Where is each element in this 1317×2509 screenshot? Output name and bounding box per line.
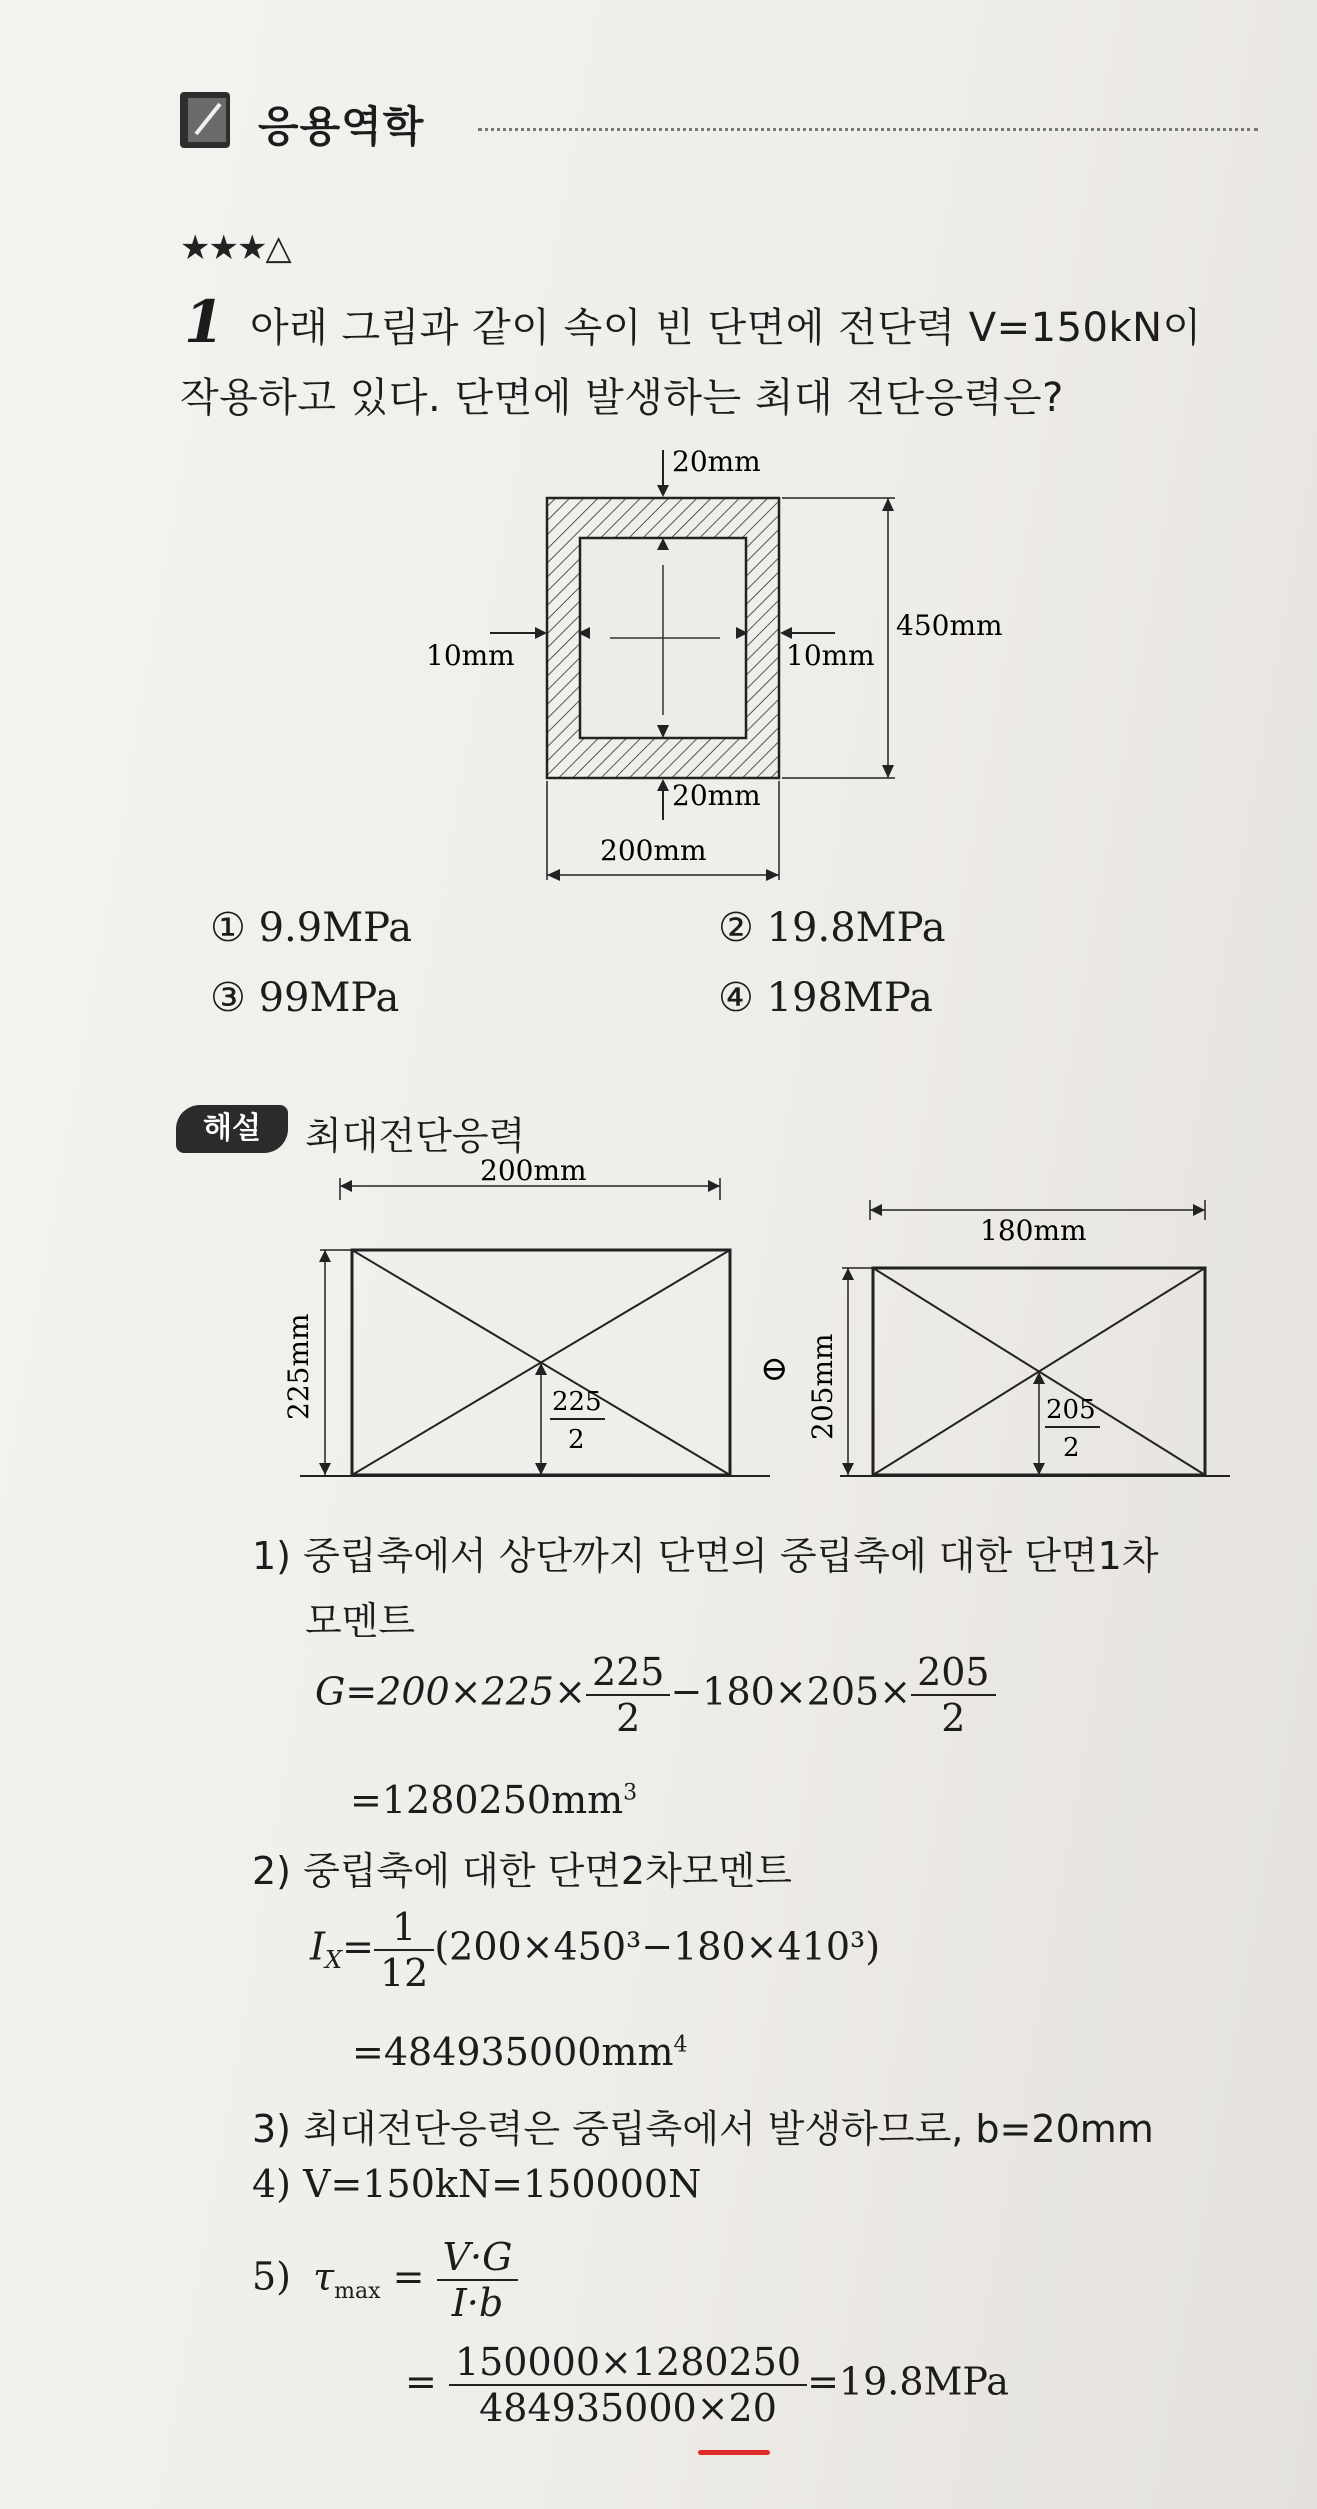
step5-eq: = — [392, 2254, 425, 2299]
step1-eq-a: G=200×225× — [315, 1669, 586, 1714]
step2-line: 2) 중립축에 대한 단면2차모멘트 — [252, 1849, 792, 1893]
option-1-mark: ① — [210, 905, 246, 951]
step2-result-value: =484935000mm — [352, 2030, 674, 2074]
option-2[interactable] — [718, 905, 946, 951]
hollow-section-figure — [420, 435, 1003, 905]
option-1[interactable] — [210, 905, 412, 951]
step2-result-exponent: 4 — [673, 2032, 688, 2058]
step2-eq: = — [342, 1924, 374, 1969]
step1-frac2-num: 205 — [911, 1650, 996, 1696]
right-frac-den: 2 — [1063, 1433, 1080, 1463]
label-width: 200mm — [600, 834, 707, 867]
step2-lhs: I — [310, 1924, 326, 1969]
step5-lhs: τ — [313, 2254, 335, 2299]
step1-eq-b: −180×205× — [670, 1669, 912, 1714]
step2-lhs-sub: X — [325, 1946, 343, 1975]
question-text-line1: 아래 그림과 같이 속이 빈 단면에 전단력 V=150kN이 — [250, 305, 1202, 351]
right-frac-num: 205 — [1046, 1395, 1096, 1425]
step1-frac1-den: 2 — [616, 1696, 641, 1740]
step2-result — [352, 2030, 688, 2074]
step2-equation — [310, 1905, 880, 1995]
option-3-text: 99MPa — [258, 975, 400, 1021]
option-2-mark: ② — [718, 905, 754, 951]
right-width-label: 180mm — [980, 1214, 1087, 1247]
question-text-line2: 작용하고 있다. 단면에 발생하는 최대 전단응력은? — [180, 375, 1064, 421]
option-3-mark: ③ — [210, 975, 246, 1021]
dotted-rule — [478, 128, 1258, 131]
option-2-text: 19.8MPa — [766, 905, 946, 951]
step1-line1: 1) 중립축에서 상단까지 단면의 중립축에 대한 단면1차 — [252, 1534, 1159, 1578]
option-3[interactable] — [210, 975, 399, 1021]
step1-frac2 — [911, 1650, 996, 1740]
step3-line: 3) 최대전단응력은 중립축에서 발생하므로, b=20mm — [252, 2107, 1154, 2151]
label-top-thickness: 20mm — [672, 445, 761, 478]
step4-line: 4) V=150kN=150000N — [252, 2162, 702, 2206]
step2-frac-den: 12 — [379, 1951, 429, 1995]
option-1-text: 9.9MPa — [258, 905, 413, 951]
right-height-label: 205mm — [806, 1333, 839, 1440]
step1-frac1 — [586, 1650, 671, 1740]
step5-calculation — [405, 2340, 1009, 2430]
label-left-thickness: 10mm — [426, 639, 515, 672]
step5-result: =19.8MPa — [807, 2359, 1009, 2404]
step2-frac — [374, 1905, 434, 1995]
step5-lhs-sub: max — [334, 2279, 381, 2305]
step1-line2: 모멘트 — [305, 1599, 416, 1643]
notebook-icon — [178, 88, 236, 152]
solution-badge: 해설 — [176, 1105, 288, 1153]
solution-title: 최대전단응력 — [305, 1114, 526, 1158]
step5-label: 5) — [252, 2254, 292, 2299]
step1-result-value: =1280250mm — [350, 1778, 624, 1822]
minus-sign: ⊖ — [760, 1349, 789, 1389]
step1-equation — [315, 1650, 996, 1740]
difficulty-stars: ★★★△ — [180, 228, 290, 268]
step5-frac-num: V·G — [437, 2235, 519, 2281]
step1-result — [350, 1778, 637, 1822]
left-frac-num: 225 — [552, 1387, 602, 1417]
step1-result-exponent: 3 — [623, 1780, 638, 1806]
label-height: 450mm — [896, 609, 1003, 642]
label-bottom-thickness: 20mm — [672, 779, 761, 812]
left-width-label: 200mm — [480, 1154, 587, 1187]
red-underline-annotation — [698, 2450, 770, 2455]
step5-frac — [437, 2235, 519, 2325]
section-title: 응용역학 — [258, 102, 425, 151]
step5-frac-den: I·b — [451, 2281, 504, 2325]
option-4-text: 198MPa — [766, 975, 933, 1021]
left-height-label: 225mm — [282, 1313, 315, 1420]
step2-expr: (200×450³−180×410³) — [434, 1924, 881, 1969]
step2-frac-num: 1 — [374, 1905, 434, 1951]
option-4-mark: ④ — [718, 975, 754, 1021]
left-frac-den: 2 — [568, 1425, 585, 1455]
section-header — [178, 88, 1258, 158]
step1-frac1-num: 225 — [586, 1650, 671, 1696]
step5-eq2: = — [405, 2359, 437, 2404]
step5-frac2 — [449, 2340, 807, 2430]
step1-frac2-den: 2 — [941, 1696, 966, 1740]
solution-diagrams — [270, 1154, 1230, 1490]
step5-frac2-den: 484935000×20 — [479, 2386, 777, 2430]
step5-equation — [252, 2235, 518, 2325]
option-4[interactable] — [718, 975, 933, 1021]
label-right-thickness: 10mm — [786, 639, 875, 672]
step5-frac2-num: 150000×1280250 — [449, 2340, 807, 2386]
question-number: 1 — [184, 288, 225, 356]
